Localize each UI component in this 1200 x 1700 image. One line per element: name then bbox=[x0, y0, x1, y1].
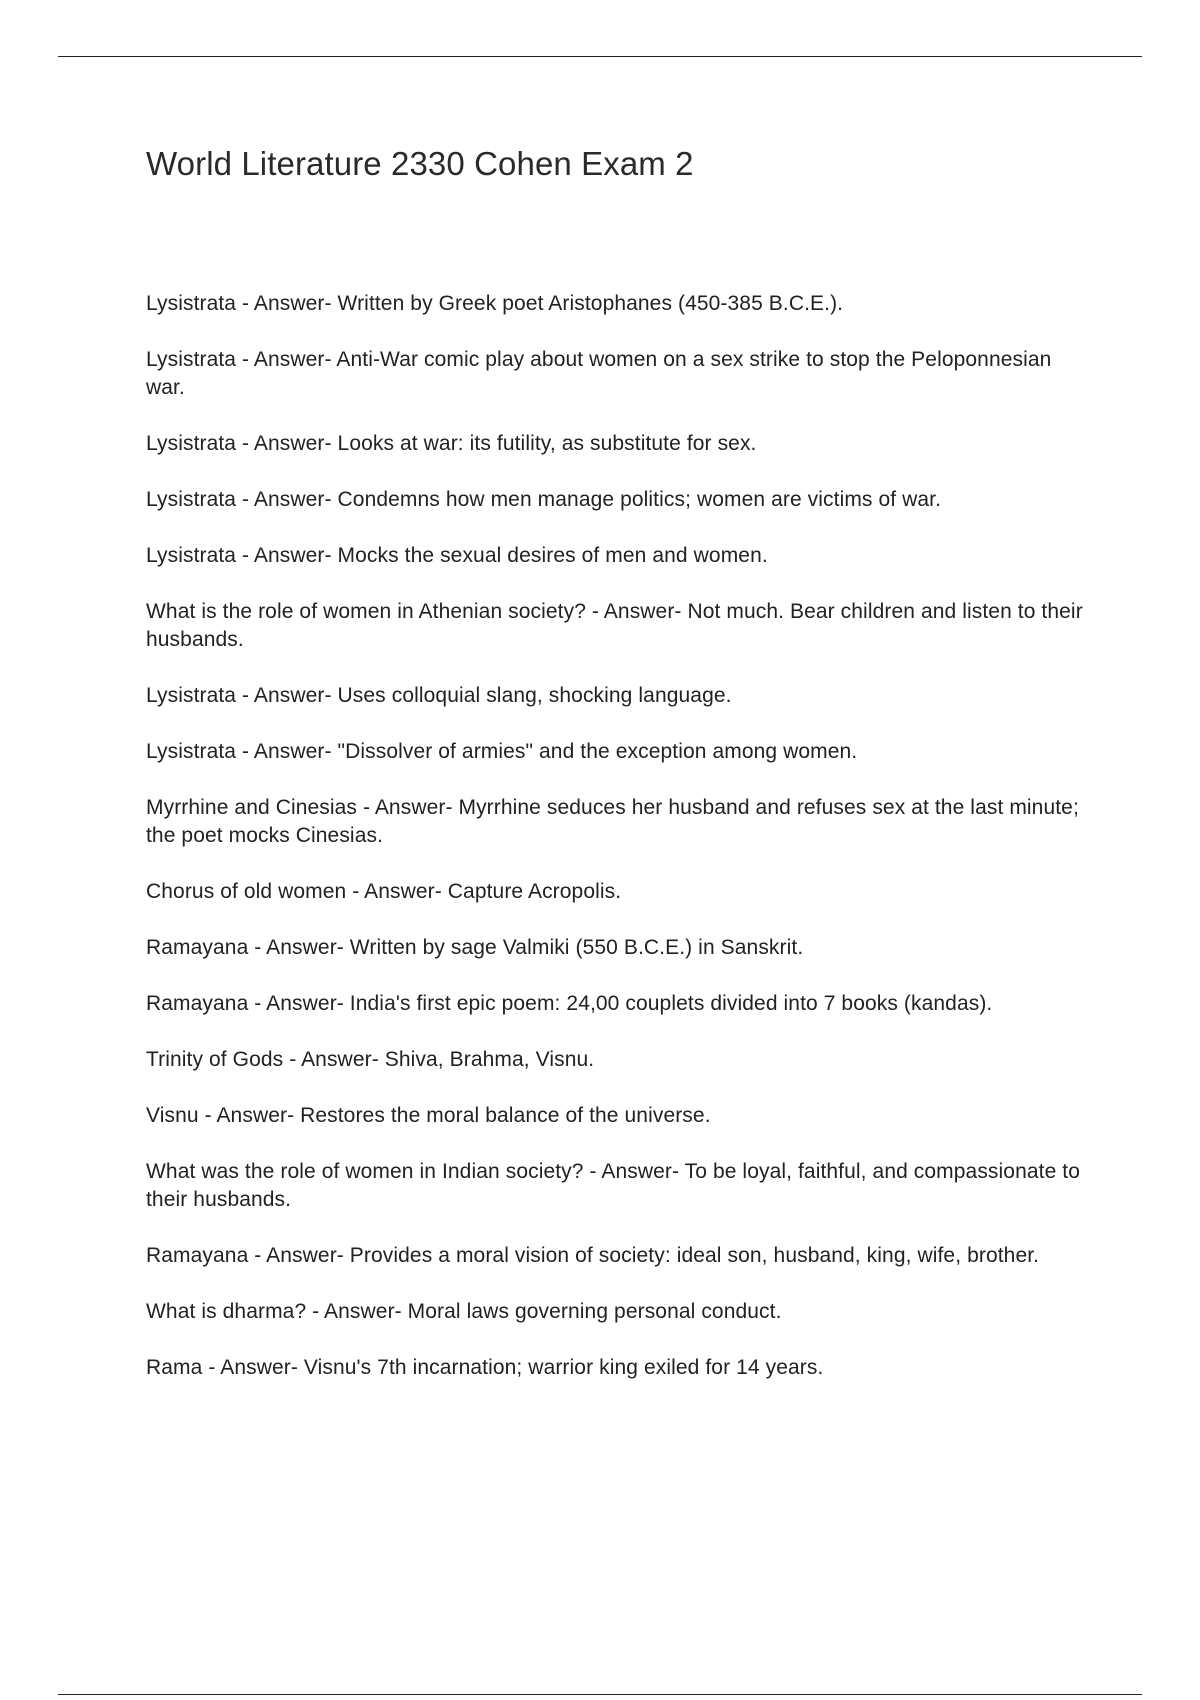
qa-entry: Lysistrata - Answer- Uses colloquial slang, shocking language. bbox=[146, 684, 732, 707]
qa-entry: Myrrhine and Cinesias - Answer- Myrrhine seduces her husband and refuses sex at the last minute; the poet mocks Cinesias. bbox=[146, 796, 1079, 847]
qa-entry: Ramayana - Answer- Provides a moral vision of society: ideal son, husband, king, wife, brother. bbox=[146, 1244, 1040, 1267]
qa-entry: Rama - Answer- Visnu's 7th incarnation; warrior king exiled for 14 years. bbox=[146, 1356, 824, 1379]
qa-entry: Lysistrata - Answer- Mocks the sexual desires of men and women. bbox=[146, 544, 768, 567]
qa-entry: What was the role of women in Indian society? - Answer- To be loyal, faithful, and compassionate to their husbands. bbox=[146, 1160, 1081, 1211]
qa-entry: Lysistrata - Answer- Looks at war: its futility, as substitute for sex. bbox=[146, 432, 757, 455]
qa-entry: Lysistrata - Answer- Written by Greek poet Aristophanes (450-385 B.C.E.). bbox=[146, 292, 844, 315]
bottom-divider bbox=[58, 1694, 1142, 1695]
qa-entry: Ramayana - Answer- India's first epic poem: 24,00 couplets divided into 7 books (kandas). bbox=[146, 992, 993, 1015]
qa-entry: Trinity of Gods - Answer- Shiva, Brahma, Visnu. bbox=[146, 1048, 595, 1071]
top-divider bbox=[58, 56, 1142, 57]
qa-entry: Lysistrata - Answer- "Dissolver of armies" and the exception among women. bbox=[146, 740, 858, 763]
qa-entry: What is dharma? - Answer- Moral laws governing personal conduct. bbox=[146, 1300, 782, 1323]
qa-list bbox=[146, 290, 1096, 1410]
qa-entry: Lysistrata - Answer- Condemns how men manage politics; women are victims of war. bbox=[146, 488, 942, 511]
qa-entry: Lysistrata - Answer- Anti-War comic play about women on a sex strike to stop the Peloponnesian war. bbox=[146, 348, 1052, 399]
qa-entry: Chorus of old women - Answer- Capture Acropolis. bbox=[146, 880, 622, 903]
qa-entry: Visnu - Answer- Restores the moral balance of the universe. bbox=[146, 1104, 711, 1127]
qa-entry: What is the role of women in Athenian society? - Answer- Not much. Bear children and listen to their husbands. bbox=[146, 600, 1083, 651]
qa-entry: Ramayana - Answer- Written by sage Valmiki (550 B.C.E.) in Sanskrit. bbox=[146, 936, 804, 959]
page-title: World Literature 2330 Cohen Exam 2 bbox=[146, 145, 694, 182]
